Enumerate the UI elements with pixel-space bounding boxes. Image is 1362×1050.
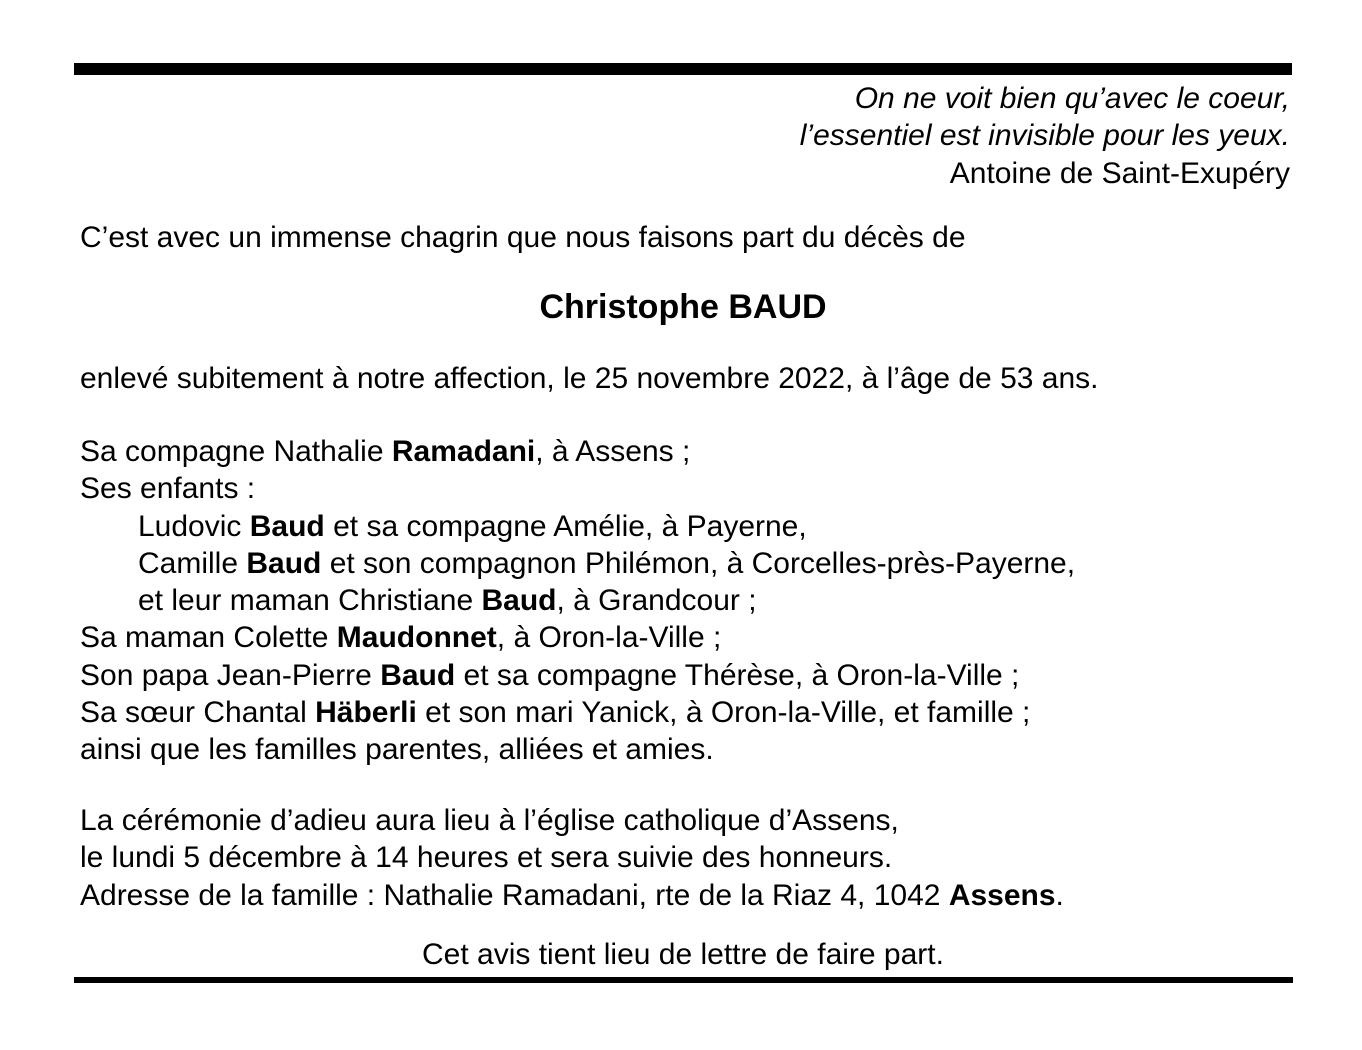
text-segment: et son mari Yanick, à Oron-la-Ville, et famille ; <box>416 696 1031 730</box>
text-segment: Sa sœur Chantal <box>80 696 316 730</box>
text-segment: Camille <box>138 546 247 580</box>
family-line <box>80 657 1075 694</box>
ceremony-line <box>80 802 1064 839</box>
quote-block <box>800 80 1290 192</box>
closing-line: Cet avis tient lieu de lettre de faire part. <box>422 938 944 971</box>
death-line: enlevé subitement à notre affection, le 25 novembre 2022, à l’âge de 53 ans. <box>80 362 1099 395</box>
text-segment: . <box>1055 878 1064 912</box>
bold-name: Assens <box>948 878 1056 912</box>
family-block <box>80 433 1075 769</box>
bold-name: Baud <box>249 509 325 543</box>
text-segment: , à Grandcour ; <box>556 584 757 618</box>
text-segment: Sa compagne Nathalie <box>80 435 392 468</box>
text-segment: et leur maman Christiane <box>138 584 482 618</box>
bold-name: Baud <box>481 584 557 618</box>
text-segment: Ses enfants : <box>80 472 256 506</box>
bold-name: Baud <box>246 546 322 580</box>
family-line <box>80 582 1075 619</box>
family-line <box>80 731 1075 768</box>
ceremony-block <box>80 802 1064 914</box>
ceremony-line <box>80 839 1064 876</box>
bottom-rule <box>74 977 1293 983</box>
quote-attribution: Antoine de Saint-Exupéry <box>949 156 1290 190</box>
family-line <box>80 433 1075 470</box>
quote-line-2: l’essentiel est invisible pour les yeux. <box>799 119 1290 153</box>
ceremony-line <box>80 877 1064 914</box>
bold-name: Baud <box>380 658 456 692</box>
text-segment: Son papa Jean-Pierre <box>80 658 381 692</box>
text-segment: et sa compagne Thérèse, à Oron-la-Ville ; <box>455 658 1020 692</box>
bold-name: Maudonnet <box>336 621 497 655</box>
intro-line: C’est avec un immense chagrin que nous faisons part du décès de <box>80 221 966 254</box>
family-line <box>80 470 1075 507</box>
quote-line-1: On ne voit bien qu’avec le coeur, <box>854 82 1290 115</box>
text-segment: La cérémonie d’adieu aura lieu à l’église catholique d’Assens, <box>80 804 899 837</box>
text-segment: Adresse de la famille : Nathalie Ramadani, rte de la Riaz 4, 1042 <box>80 878 949 912</box>
text-segment: Ludovic <box>138 509 250 543</box>
text-segment: , à Oron-la-Ville ; <box>496 621 722 655</box>
text-segment: , à Assens ; <box>535 435 691 468</box>
text-segment: Sa maman Colette <box>80 621 337 655</box>
top-rule <box>74 63 1292 75</box>
family-line <box>80 545 1075 582</box>
text-segment: le lundi 5 décembre à 14 heures et sera suivie des honneurs. <box>80 841 893 875</box>
text-segment: ainsi que les familles parentes, alliées et amies. <box>80 733 714 767</box>
bold-name: Häberli <box>315 696 417 730</box>
text-segment: et sa compagne Amélie, à Payerne, <box>324 509 807 543</box>
bold-name: Ramadani <box>391 435 536 468</box>
text-segment: et son compagnon Philémon, à Corcelles-près-Payerne, <box>321 546 1076 580</box>
family-line <box>80 508 1075 545</box>
family-line <box>80 694 1075 731</box>
family-line <box>80 619 1075 656</box>
deceased-name: Christophe BAUD <box>539 288 827 326</box>
